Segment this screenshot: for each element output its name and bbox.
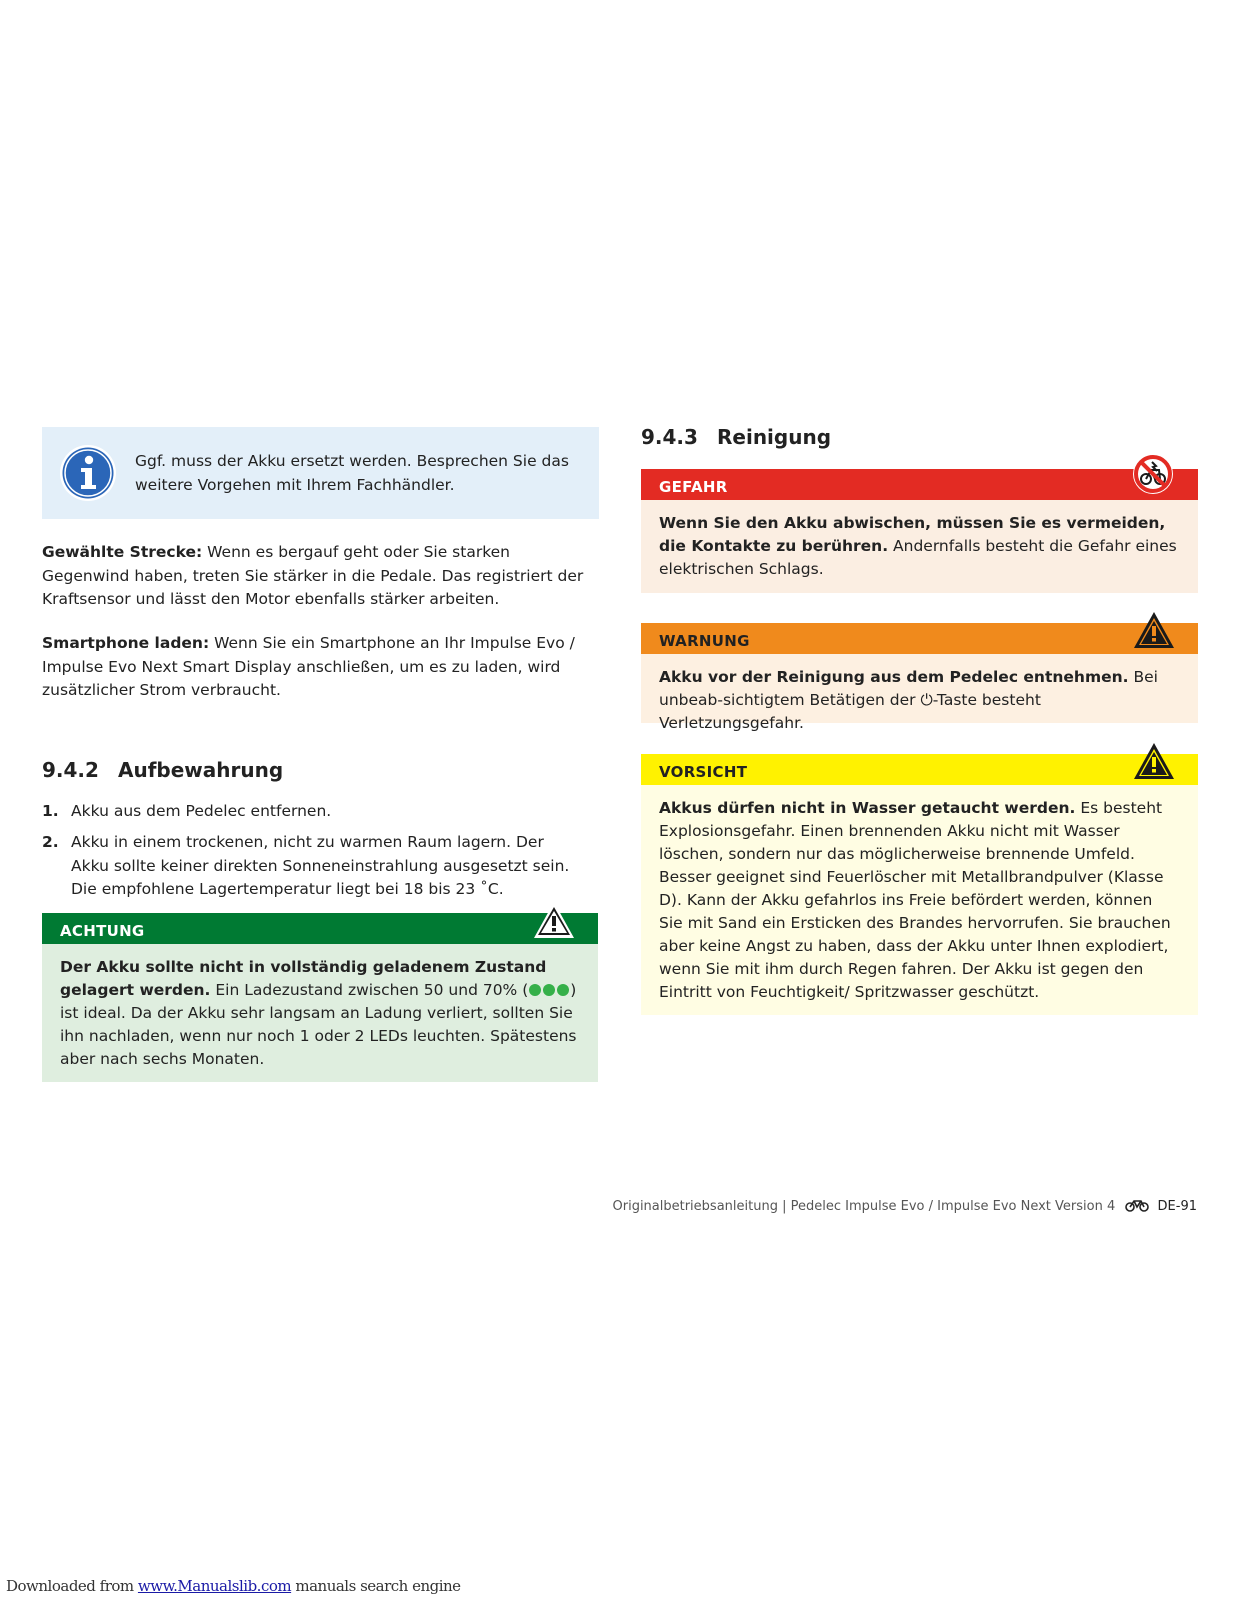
warnung-notice (641, 623, 1198, 732)
bicycle-icon (1125, 1198, 1149, 1212)
paragraph-gewaehlte-strecke: Gewählte Strecke: Wenn es bergauf geht oder Sie starken Gegenwind haben, treten Sie stärker in die Pedale. Das registriert der Kraftsensor und lässt den Motor ebenfalls stärker arbeiten. (42, 543, 584, 608)
warnung-text: Akku vor der Reinigung aus dem Pedelec entnehmen. Bei unbeab-sichtigtem Betätigen der ⏻-Taste besteht Verletzungsgefahr. (641, 654, 1198, 723)
vorsicht-label: VORSICHT (659, 763, 748, 781)
led-icon (528, 981, 570, 999)
warning-triangle-icon (1132, 610, 1176, 650)
vorsicht-notice (641, 754, 1198, 1015)
no-touch-electric-shock-icon (1132, 453, 1174, 495)
paragraph-smartphone-laden: Smartphone laden: Wenn Sie ein Smartphone an Ihr Impulse Evo / Impulse Evo Next Smart Display anschließen, um es zu laden, wird zusätzlicher Strom verbraucht. (42, 634, 575, 699)
achtung-text: Der Akku sollte nicht in vollständig geladenem Zustand gelagert werden. Ein Ladezustand zwischen 50 und 70% ( ) ist ideal. Da der Akku sehr langsam an Ladung verliert, sollten Sie ihn nachladen, wenn nur noch 1 oder 2 LEDs leuchten. Spätestens aber nach sechs Monaten. (42, 944, 598, 1082)
gefahr-notice (641, 469, 1198, 593)
list-item: 2. Akku in einem trockenen, nicht zu warmen Raum lagern. Der Akku sollte keiner direkten Sonneneinstrahlung ausgesetzt sein. Die empfohlene Lagertemperatur liegt bei 18 bis 23 ˚C. (42, 833, 570, 898)
info-text: Ggf. muss der Akku ersetzt werden. Besprechen Sie das weitere Vorgehen mit Ihrem Fachhändler. (135, 452, 569, 494)
warnung-label: WARNUNG (659, 632, 750, 650)
info-icon (59, 444, 117, 502)
page-number: DE-91 (1157, 1199, 1197, 1214)
warning-triangle-icon (532, 900, 576, 940)
achtung-notice (42, 913, 598, 1082)
section-heading-943: 9.4.3 Reinigung (641, 425, 832, 449)
power-icon: ⏻ (920, 691, 933, 709)
gefahr-text: Wenn Sie den Akku abwischen, müssen Sie es vermeiden, die Kontakte zu berühren. Andernfalls besteht die Gefahr eines elektrischen Schlags. (641, 500, 1198, 593)
vorsicht-text: Akkus dürfen nicht in Wasser getaucht werden. Es besteht Explosionsgefahr. Einen brennenden Akku nicht mit Wasser löschen, sondern nur das möglicherweise brennende Umfeld. Besser geeignet sind Feuerlöscher mit Metallbrandpulver (Klasse D). Kann der Akku gefahrlos ins Freie befördert werden, können Sie mit Sand ein Ersticken des Brandes hervorrufen. Sie brauchen aber keine Angst zu haben, dass der Akku unter Ihnen explodiert, wenn Sie mit ihm durch Regen fahren. Der Akku ist gegen den Eintritt von Feuchtigkeit/ Spritzwasser geschützt. (641, 785, 1198, 1015)
download-watermark: Downloaded from www.Manualslib.com manuals search engine (6, 1577, 461, 1595)
section-heading-942: 9.4.2 Aufbewahrung (42, 758, 284, 782)
info-box (42, 427, 599, 519)
page-footer: Originalbetriebsanleitung | Pedelec Impulse Evo / Impulse Evo Next Version 4 DE-91 (612, 1199, 1197, 1214)
achtung-label: ACHTUNG (60, 922, 145, 940)
list-item: 1. Akku aus dem Pedelec entfernen. (42, 802, 332, 820)
gefahr-label: GEFAHR (659, 478, 728, 496)
warning-triangle-icon (1132, 741, 1176, 781)
manualslib-link[interactable]: www.Manualslib.com (137, 1577, 292, 1595)
